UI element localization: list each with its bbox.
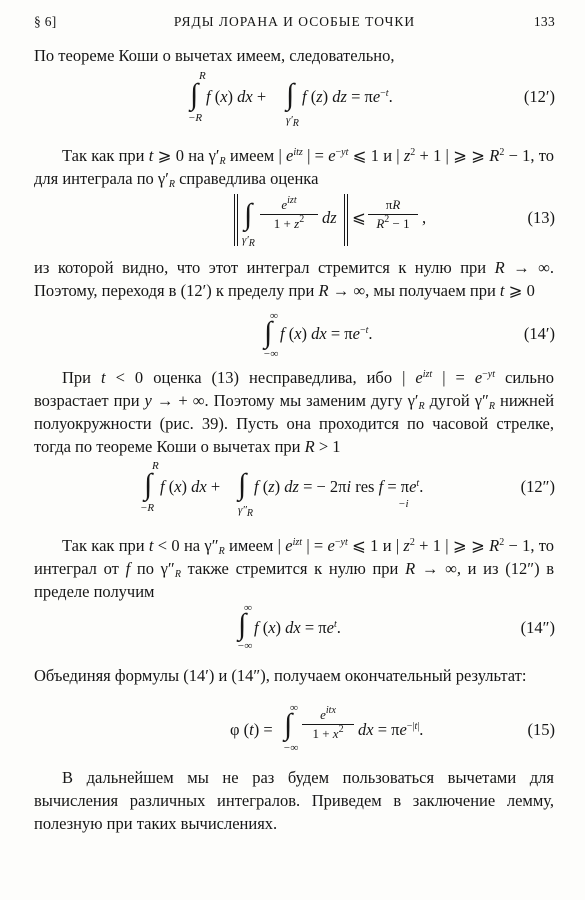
paragraph-1: По теореме Коши о вычетах имеем, следовательно, — [34, 46, 395, 65]
equation-15: φ (t) = ∞ ∫ −∞ $e^{itx}$ $1 + x^2$ dx = $\pi e^{-|t|}$. (15) — [230, 702, 555, 754]
equation-number: (14′) — [523, 324, 555, 343]
equation-13: ∫ $\gamma'_R$ $e^{izt}$ $1 + z^2$ dz ⩽ $\frac{\pi R}{R^2 - 1}$ , (13) — [34, 192, 555, 250]
equation-14-prime: ∞ ∫ −∞ f (x) dx = $\pi e^{-t}$. (14′) — [263, 310, 555, 360]
page-number: 133 — [533, 14, 555, 29]
chapter-title: РЯДЫ ЛОРАНА И ОСОБЫЕ ТОЧКИ — [173, 14, 416, 29]
paragraph-4: При t < 0 оценка (13) несправедлива, ибо | $e^{izt}$ | = $e^{-yt}$ сильно возрастает при y → + ∞. Поэтому мы заменим дугу $\gamma'_R$ дугой $\gamma''_R$ нижней полуокружности (рис. 39). Пусть она проходится по часовой стрелке, тогда по теореме Коши о вычетах при R > 1 — [34, 368, 555, 456]
paragraph-6: Объединяя формулы (14′) и (14″), получаем окончательный результат: — [34, 666, 527, 685]
paragraph-3: из которой видно, что этот интеграл стремится к нулю при R → ∞. Поэтому, переходя в (12′) к пределу при R → ∞, мы получаем при t ⩾ 0 — [34, 258, 555, 300]
paragraph-5: Так как при t < 0 на $\gamma''_R$ имеем | $e^{izt}$ | = $e^{-yt}$ ⩽ 1 и | $z^2 + 1$ | ⩾ ⩾ $R^2 - 1$, то интеграл от f по $\gamma''_R$ также стремится к нулю при R → ∞, и из (12″) в пределе получим — [34, 536, 555, 601]
equation-number: (12″) — [520, 477, 555, 496]
equation-14-double-prime: ∞ ∫ −∞ f (x) dx = $\pi e^t$. (14″) — [237, 602, 555, 652]
equation-number: (13) — [527, 208, 555, 227]
paragraph-2: Так как при t ⩾ 0 на $\gamma'_R$ имеем | $e^{itz}$ | = $e^{-yt}$ ⩽ 1 и | $z^2 + 1$ | ⩾ ⩾ $R^2 - 1$, то для интеграла по $\gamma'_R$ справедлива оценка — [34, 146, 555, 190]
section-marker: § 6] — [34, 14, 57, 29]
equation-number: (15) — [527, 720, 555, 739]
equation-number: (12′) — [523, 87, 555, 106]
running-header — [34, 14, 555, 34]
paragraph-7: В дальнейшем мы не раз будем пользоваться вычетами для вычисления различных интегралов. Приведем в заключение лемму, полезную при таких вычислениях. — [34, 768, 554, 833]
equation-12-prime: R ∫ −R f (x) dx + ∫ $\gamma'_R$ f (z) dz = $\pi e^{-t}$. (12′) — [188, 70, 555, 129]
equation-12-double-prime: R ∫ −R f (x) dx + ∫ $\gamma''_R$ f (z) dz = − 2πi res $f = \pi e^t$. −i (12″) — [140, 460, 555, 519]
equation-number: (14″) — [520, 618, 555, 637]
